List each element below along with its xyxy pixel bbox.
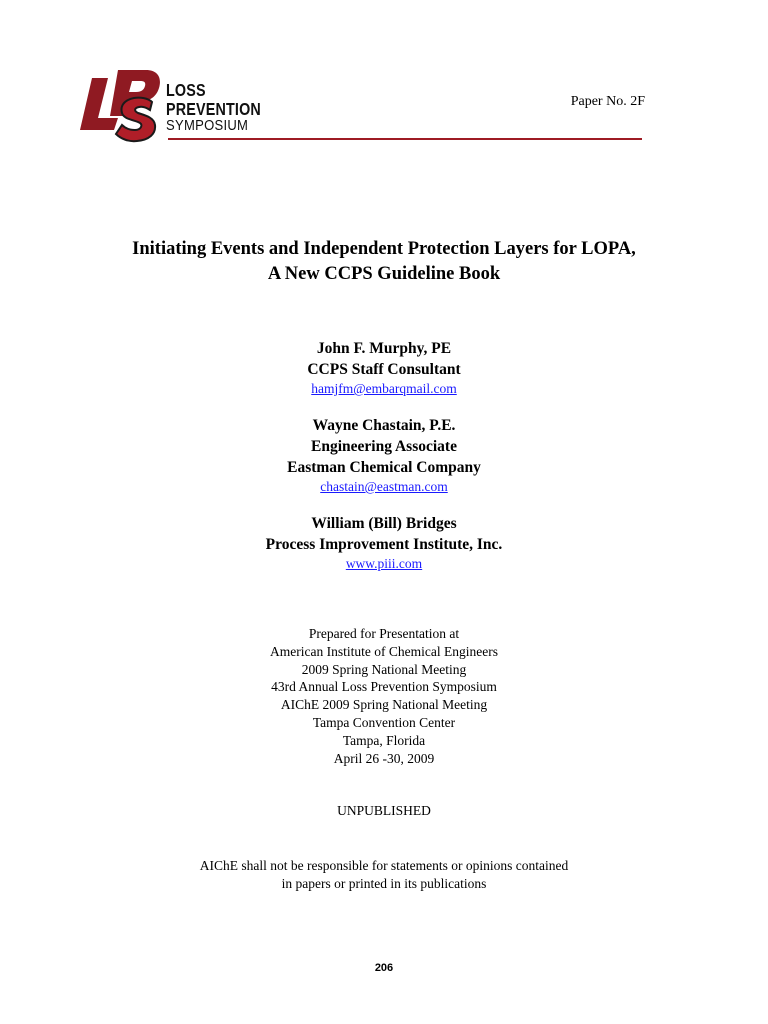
author-1-name: John F. Murphy, PE: [316, 340, 452, 357]
author-1-email-link[interactable]: hamjfm@embarqmail.com: [311, 381, 457, 396]
presentation-line: 43rd Annual Loss Prevention Symposium: [271, 679, 497, 695]
author-3-website-link[interactable]: www.piii.com: [345, 556, 423, 571]
paper-title: [0, 237, 768, 287]
presentation-line: AIChE 2009 Spring National Meeting: [280, 697, 488, 713]
author-block-1: [0, 338, 768, 398]
presentation-line: American Institute of Chemical Engineers: [270, 643, 498, 659]
lps-logo: [78, 68, 278, 148]
disclaimer: [0, 857, 768, 893]
author-2-title: Engineering Associate: [311, 438, 457, 455]
presentation-line: Prepared for Presentation at: [308, 626, 460, 641]
title-line-2: A New CCPS Guideline Book: [267, 264, 501, 284]
author-1-title: CCPS Staff Consultant: [307, 361, 461, 378]
presentation-line: Tampa, Florida: [342, 732, 426, 748]
logo-text-prevention: PREVENTION: [166, 98, 261, 119]
logo-wordmark: [166, 82, 282, 134]
author-2-email-link[interactable]: chastain@eastman.com: [320, 479, 448, 494]
logo-text-symposium: SYMPOSIUM: [166, 118, 249, 134]
logo-text-loss: LOSS: [166, 80, 206, 100]
author-block-2: [0, 415, 768, 496]
presentation-line: April 26 -30, 2009: [333, 750, 435, 766]
header-divider: [168, 138, 642, 140]
paper-number: Paper No. 2F: [570, 94, 645, 109]
presentation-line: 2009 Spring National Meeting: [301, 661, 467, 677]
author-2-company: Eastman Chemical Company: [287, 459, 481, 476]
publication-status: UNPUBLISHED: [337, 803, 431, 818]
disclaimer-line-1: AIChE shall not be responsible for statements or opinions contained: [199, 858, 569, 873]
presentation-info: [0, 625, 768, 767]
author-block-3: [0, 513, 768, 573]
author-3-name: William (Bill) Bridges: [311, 515, 457, 532]
title-line-1: Initiating Events and Independent Protection Layers for LOPA,: [132, 239, 636, 259]
author-2-name: Wayne Chastain, P.E.: [312, 417, 456, 434]
author-3-company: Process Improvement Institute, Inc.: [265, 536, 503, 553]
lps-logo-mark: [78, 68, 162, 144]
disclaimer-line-2: in papers or printed in its publications: [281, 876, 487, 891]
presentation-line: Tampa Convention Center: [312, 714, 456, 730]
page-number: 206: [374, 962, 394, 974]
